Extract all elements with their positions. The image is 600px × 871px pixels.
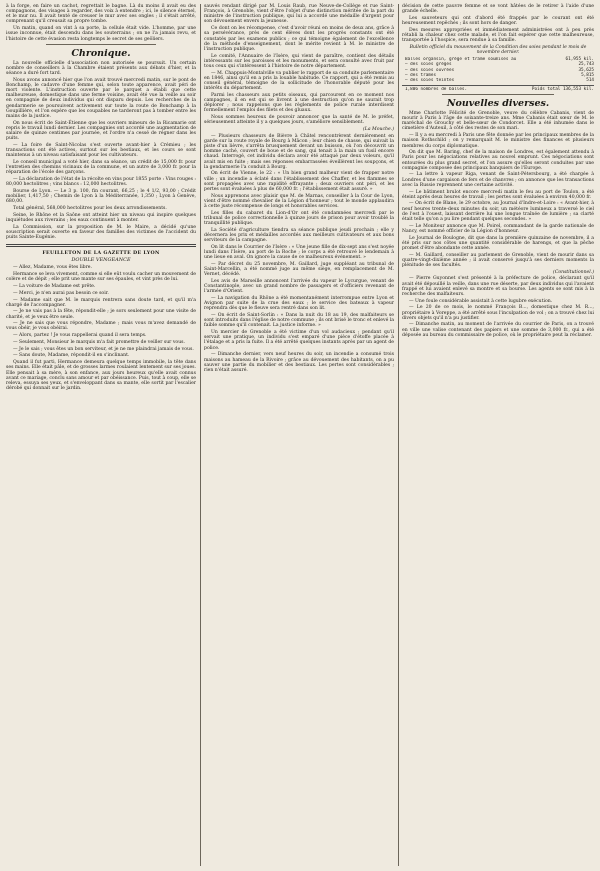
article-paragraph: — Le Moniteur annonce que M. Poirel, commandant de la garde nationale de Nancy, est nommé officier de la Légion d'honneur.: [402, 223, 594, 234]
feuilleton-paragraph: Quand il fut parti, Hermance demeura quelque temps immobile, la tête dans ses mains. Elle était pâle, et de grosses larmes roulaient lentement sur ses joues. Elle pensait à sa mère, à son enfance, aux jours heureux qu'elle avait connus avant ce mariage, conclu sans amour et par obéissance. Puis, tout à coup, elle se releva, essuya ses yeux, et s'enveloppant dans sa mante, elle sortit par l'escalier dérobé qui donnait sur le jardin.: [6, 360, 196, 391]
column-divider: [398, 4, 399, 866]
table-cell-label: Balles organsin, grège et trame soumises au: [405, 57, 517, 63]
feuilleton-paragraph: — Alors, partez ! Je vous rappellerai quand il sera temps.: [13, 333, 147, 339]
feuilleton-paragraph: — Je le sais ; vous êtes un bon serviteur, et je ne me plaindrai jamais de vous.: [13, 346, 194, 352]
article-paragraph: Le conseil municipal a voté hier, dans sa séance, un crédit de 15,000 fr. pour l'entretien des chemins vicinaux de la commune, et un autre de 3,000 fr. pour la réparation de l'école des garçons.: [6, 159, 196, 176]
article-paragraph: — La foire de Saint-Nicolas s'est ouverte avant-hier à Crémieu ; les transactions ont été actives, surtout sur les bestiaux, et les cours se sont maintenus à un niveau satisfaisant pour les cultivateurs.: [6, 142, 196, 159]
article-paragraph: Parmi les chasseurs aux petits oiseaux, qui parcourent en ce moment nos campagnes, il en est qui se livrent à une destruction qu'on ne saurait trop déplorer ; nous rappelons que les règlements de police rurale interdisent formellement l'emploi des filets et des gluaux.: [204, 92, 394, 114]
feuilleton-paragraph: — Sans doute, Madame, répondit-il en s'inclinant.: [13, 353, 130, 359]
article-paragraph: — Dimanche matin, au moment de l'arrivée du courrier de Paris, on a trouvé en ville une valise contenant des papiers et une somme de 3,000 fr., qui a été déposée au bureau du commissaire de police, où le propriétaire peut la réclamer.: [402, 322, 594, 338]
article-paragraph: Seine, le Rhône et la Saône ont atteint hier un niveau qui inspire quelques inquiétudes aux riverains ; les eaux continuent à monter.: [6, 212, 196, 223]
article-paragraph: Le comité, l'Annuaire de l'Isère, qui vient de paraître, contient des détails intéressants sur les paroisses et les monuments, et sera consulté avec fruit par tous ceux qui s'intéressent à l'histoire de notre département.: [204, 53, 394, 69]
article-paragraph: Bourse de Lyon. — Le 3 p. 100, fin courant, 66,25 ; le 4 1/2, 93,00 ; Crédit mobilier, 1,417,50 ; Chemin de Lyon à la Méditerranée, 1,350 ; Lyon à Genève, 680,00.: [6, 188, 196, 205]
article-paragraph: — M. Chappuis-Montalville va publier le rapport de sa conduite parlementaire en 1846, ainsi qu'il en a pris la louable habitude. Ce rapport, qui a été remis au conseil général, témoigne de la sollicitude de l'honorable député pour les intérêts du département.: [204, 70, 394, 92]
feuilleton-paragraph: Hermance se leva vivement, comme si elle eût voulu cacher un mouvement de colère et de dépit ; elle prit une mante sur ses épaules, et vint près de lui.: [6, 272, 196, 283]
article-paragraph: On dit que M. Baring, chef de la maison de Londres, est également attendu à Paris pour les négociations relatives au nouvel emprunt. Ces négociations sont entourées du plus grand secret, et l'on assure qu'elles seront conduites par une compagnie composée des principaux banquiers de l'Europe.: [402, 150, 594, 171]
section-title-nouvelles-diverses: Nouvelles diverses.: [446, 97, 550, 109]
feuilleton-paragraph: — Je ne sais que vous répondre, Madame ; mais vous m'avez demandé de vous obéir, je vous obéirai.: [6, 321, 196, 332]
table-total-row: [402, 85, 594, 92]
column-divider: [200, 4, 201, 866]
feuilleton-paragraph: — Seulement, Monsieur le marquis m'a fait promettre de veiller sur vous.: [13, 339, 185, 345]
article-paragraph: Les avis de Marseille annoncent l'arrivée du vapeur le Lycurgue, venant de Constantinople, avec un grand nombre de passagers et d'officiers revenant de l'armée d'Orient.: [204, 278, 394, 295]
article-paragraph: On écrit de Vienne, le 22 : « Un bien grand malheur vient de frapper notre ville ; un incendie a éclaté dans l'établissement des Chaffer, et les flammes se sont propagées avec une rapidité effrayante ; deux ouvriers ont péri, et les pertes sont évaluées à plus de 60,000 fr. ; l'établissement était assuré. »: [204, 171, 394, 192]
article-paragraph: — La déclaration de l'état de la récolte en vins pour 1855 porte : Vins rouges : 80,000 hectolitres ; vins blancs : 12,000 hectolitres.: [6, 176, 196, 188]
feuilleton-paragraph: — Madame sait que M. le marquis rentrera sans doute tard, et qu'il m'a chargé de l'accompagner.: [6, 297, 196, 308]
article-paragraph: — On écrit de Saint-Sorlin : « Dans la nuit du 18 au 19, des malfaiteurs se sont introduits dans l'église de notre commune ; ils ont brisé le tronc et enlevé la faible somme qu'il contenait. La justice informe. »: [204, 313, 394, 329]
article-paragraph: — Une foule considérable assistait à cette lugubre exécution.: [409, 298, 553, 304]
feuilleton-divider: [6, 246, 196, 247]
article-paragraph: — La navigation du Rhône a été momentanément interrompue entre Lyon et Avignon par suite de la crue des eaux ; le service des bateaux à vapeur reprendra dès que le fleuve sera rentré dans son lit.: [204, 296, 394, 312]
feuilleton-paragraph: — Merci, je n'en aurai pas besoin ce soir.: [13, 290, 109, 296]
article-paragraph: — Pierre Guyonnet s'est présenté à la préfecture de police, déclarant qu'il avait été dépouillé la veille, dans une rue déserte, par deux individus qui l'avaient frappé et lui avaient enlevé sa montre et sa bourse. Les agents se sont mis à la recherche des malfaiteurs.: [402, 276, 594, 297]
section-divider: [442, 94, 554, 95]
table-cell-label: — des soies grèges: [405, 62, 452, 68]
source-signature: (Constitutionnel.): [553, 269, 594, 275]
column-1: [6, 4, 196, 393]
section-title-chronique: Chronique.: [71, 47, 131, 59]
silk-condition-table: [402, 57, 594, 92]
article-paragraph: sauvés rendant dirigé par M. Louis Raub, rue Neuve-de-Collège et rue Saint-François, à Grenoble, vient d'être l'objet d'une distinction méritée de la part du ministre de l'instruction publique, qui lui a accordé une médaille d'argent pour son dévouement envers la jeunesse.: [204, 4, 394, 25]
article-paragraph: On lit dans le Courrier de l'Isère : « Une jeune fille de dix-sept ans s'est noyée lundi dans l'Isère, au port de la Roche ; le corps a été retrouvé le lendemain à une lieue en aval. On ignore la cause de ce malheureux événement. »: [204, 244, 394, 261]
article-paragraph: Les sauveteurs qui ont d'abord été frappés par le courant ont été heureusement repêchés ; ils sont hors de danger.: [402, 15, 594, 27]
section-divider: [46, 44, 156, 45]
article-paragraph: Un mercier de Grenoble a été victime d'un vol audacieux ; pendant qu'il servait une pratique, un individu s'est emparé d'une pièce d'étoffe placée à l'étalage et a pris la fuite. Il a été arrêté quelques instants après par un agent de police.: [204, 330, 394, 351]
article-paragraph: Les filles du cabaret du Lion-d'Or ont été condamnées mercredi par le tribunal de police correctionnelle à quinze jours de prison pour avoir troublé la tranquillité publique.: [204, 210, 394, 227]
article-paragraph: — M. Gaillard, conseiller au parlement de Grenoble, vient de mourir dans sa quatre-vingt-dixième année ; il avait conservé jusqu'à ses derniers moments la plénitude de ses facultés.: [402, 252, 594, 268]
source-signature: (La Mouche.): [363, 127, 394, 132]
table-cell-value: 25,743: [578, 62, 594, 68]
article-paragraph: — Il y a eu mercredi à Paris une fête donnée par les principaux membres de la maison Rothschild ; on y remarquait M. le ministre des finances et plusieurs membres du corps diplomatique.: [402, 133, 594, 149]
article-paragraph: La Société d'agriculture tiendra sa séance publique jeudi prochain ; elle y décernera les prix et médailles accordés aux meilleurs cultivateurs et aux bons serviteurs de la campagne.: [204, 227, 394, 244]
article-paragraph: Des mesures appropriées et immédiatement administrées ont à peu près rétabli la chaleur chez cette malade, et l'on fait espérer que cette malheureuse, transportée à l'hospice, sera rendue à sa famille.: [402, 27, 594, 44]
article-paragraph: — On écrit de Blane, le 29 octobre, au Journal d'Indre-et-Loire : « Avant-hier, à neuf heures trente-deux minutes du soir, un météore lumineux a traversé le ciel de l'est à l'ouest, laissant derrière lui une longue traînée de lumière ; sa clarté était telle qu'on a pu lire pendant quelques secondes. »: [402, 201, 594, 222]
article-paragraph: — Par décret du 25 novembre, M. Gaillard, juge suppléant au tribunal de Saint-Marcellin, a été nommé juge au même siège, en remplacement de M. Vernet, décédé.: [204, 261, 394, 278]
feuilleton-heading: FEUILLETON DE LA GAZETTE DE LYON: [42, 250, 160, 257]
article-paragraph: — Plusieurs chasseurs de Bièvre à Châtel rencontrèrent dernièrement en garde sur la route royale de Bourg à Mâcon ; leur chien de chasse, qui suivait la piste d'un lièvre, s'arrêta brusquement devant un buisson, où l'on découvrit un homme caché, couvert de boue et de sang, qui tenait à la main un fusil encore chaud. Interrogé, cet individu déclara avoir été attaqué par deux voleurs, qu'il avait mis en fuite ; mais ses réponses embarrassées éveillèrent les soupçons, et la gendarmerie l'a conduit à Bourg.: [204, 133, 394, 170]
article-paragraph: Nous avons annoncé hier que l'on avait trouvé mercredi matin, sur le pont de Bonchamp, le cadavre d'une femme qui, selon toute apparence, avait péri de mort violente. L'instruction ouverte par le parquet a établi que cette malheureuse, domestique dans une ferme voisine, avait été vue la veille au soir en compagnie de deux individus qui ont disparu depuis. Les recherches de la gendarmerie se poursuivent activement sur toute la route de Bonchamp à la Goupillière, et l'on espère que les coupables ne tarderont pas à tomber entre les mains de la justice.: [6, 77, 196, 119]
table-cell-value: 514: [586, 78, 594, 84]
feuilleton-title: DOUBLE VENGEANCE: [71, 257, 131, 264]
article-paragraph: décision de cette pauvre femme et se vont hâtées de le retirer à l'aide d'une grande échelle.: [402, 4, 594, 15]
column-2: [204, 4, 394, 375]
table-cell-label: — des soies teintes: [405, 78, 455, 84]
article-paragraph: Mme Charlotte Félicité de Grenoble, veuve du célèbre Cabanis, vient de mourir à Paris à l'âge de soixante-treize ans. Mme Cabanis était sœur de M. le maréchal de Grouchy et belle-sœur de Condorcet. Elle a été inhumée dans le cimetière d'Auteuil, à côté des restes de son mari.: [402, 110, 594, 132]
feuilleton-paragraph: — Allez, Madame, vous êtes libre.: [13, 265, 92, 271]
article-paragraph: Le Journal de Boulogne, dit que dans la première quinzaine de novembre, il a été pris sur nos côtes une quantité considérable de harengs, et que la pêche promet d'être abondante cette année.: [402, 235, 594, 251]
table-cell-label: — des soies ouvrées: [405, 67, 455, 73]
article-paragraph: Total général, 568,000 hectolitres pour les deux arrondissements.: [13, 205, 167, 211]
article-paragraph: La Commission, sur la proposition de M. le Maire, a décidé qu'une souscription serait ouverte en faveur des familles des victimes de l'accident du puits Sainte-Eugénie.: [6, 224, 196, 240]
article-paragraph: à la forge, en faire un cachot, regrettait le bagne. Là du moins il avait eu des compagnons, des visages à regarder, des voix à entendre ; ici, le silence éternel, et le mur nu. Il avait tenté de creuser le mur avec ses ongles ; il s'était arrêté, comprenant qu'il creusait sa propre tombe.: [6, 4, 196, 25]
column-3: [402, 4, 594, 340]
article-paragraph: — Le 20 de ce mois, le nommé François B..., domestique chez M. R..., propriétaire à Voreppe, a été arrêté sous l'inculpation de vol ; on a trouvé chez lui divers objets qu'il n'a pu justifier.: [402, 305, 594, 321]
feuilleton-paragraph: — Je ne vais pas à la fête, répondit-elle ; je sors seulement pour une visite de charité, et je veux être seule.: [6, 309, 196, 320]
table-total-value: Poids total 136,553 kil.: [531, 86, 594, 92]
article-paragraph: — La lettre à vapeur Riga, venant de Saint-Pétersbourg, a été chargée à Londres d'une cargaison de fers et de chanvres ; on annonce que les transactions avec la Russie reprennent une certaine activité.: [402, 172, 594, 188]
article-paragraph: Nous apprenons avec plaisir que M. de Marnas, conseiller à la Cour de Lyon, vient d'être nommé chevalier de la Légion d'honneur ; tout le monde applaudira à cette juste récompense de longs et honorables services.: [204, 193, 394, 209]
table-cell-value: 61,955 kil.: [565, 57, 594, 63]
bulletin-heading: Bulletin officiel du mouvement de la Condition des soies pendant le mois de novembre dernier.: [409, 44, 587, 56]
article-paragraph: La nouvelle officielle d'association non autorisée se poursuit. Un certain nombre de conseillers à la Chambre étaient présents aux débats d'hier, et la séance a duré fort tard.: [6, 60, 196, 76]
article-paragraph: Ce dont on les récompense, c'est d'avoir réuni en moins de deux ans, grâce à sa persévérance, près de cent élèves dont les progrès constants ont été constatés par les examens publics ; ce qui témoigne également de l'excellence de la méthode d'enseignement, dont le mérite revient à M. le ministre de l'instruction publique.: [204, 26, 394, 52]
table-total-label: 1,806 nombres de balles.: [405, 86, 468, 92]
article-paragraph: On nous écrit de Saint-Étienne que les ouvriers mineurs de la Ricamarie ont repris le travail lundi dernier. Les compagnies ont accordé une augmentation de salaire de quinze centimes par journée, et l'ordre n'a cessé de régner dans les puits.: [6, 120, 196, 142]
table-cell-label: — des trames: [405, 73, 437, 79]
feuilleton-divider: [6, 244, 196, 245]
article-paragraph: Un matin, quand on vint à sa porte, la cellule était vide. L'homme, par une issue inconnue, était descendu dans les souterrains ; on ne l'a jamais revu, et l'histoire de cette évasion resta longtemps le secret de ses geôliers.: [6, 26, 196, 42]
table-cell-value: 5,815: [581, 73, 594, 79]
feuilleton-paragraph: — La voiture de Madame est prête.: [13, 284, 96, 289]
table-row: [402, 78, 594, 83]
article-paragraph: Nous sommes heureux de pouvoir annoncer que la santé de M. le préfet, sérieusement atteinte il y a quelques jours, s'améliore sensiblement.: [204, 115, 394, 126]
table-cell-value: 35,625: [578, 67, 594, 73]
article-paragraph: — Le bâtiment brulot encore mercredi matin le feu au port de Toulon, a été éteint après deux heures de travail ; les pertes sont évaluées à environ 40,000 fr.: [402, 189, 594, 200]
article-paragraph: — Dimanche dernier, vers neuf heures du soir, un incendie a consumé trois maisons au hameau de la Rivoire ; grâce au dévouement des habitants, on a pu sauver une partie du mobilier et des bestiaux. Les pertes sont considérables ; rien n'était assuré.: [204, 352, 394, 373]
